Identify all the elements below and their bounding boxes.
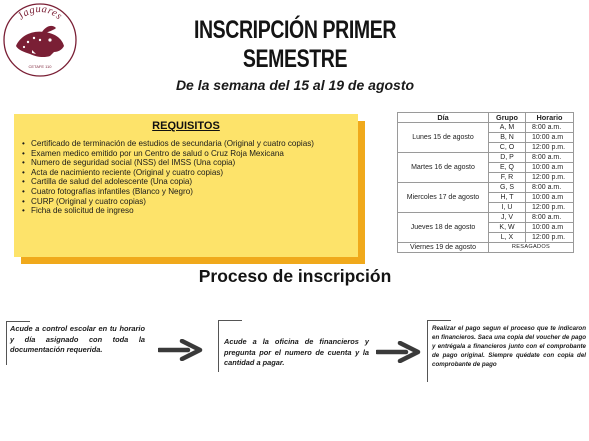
logo-caption: CETAFE 110 (28, 64, 52, 69)
day-cell: Lunes 15 de agosto (398, 123, 489, 153)
requisito-item: • Numero de seguridad social (NSS) del IMSS (Una copia) (22, 158, 350, 168)
group-cell: G, S (489, 183, 526, 193)
schedule-header-row (398, 113, 574, 123)
logo-wordmark: Jaguares (15, 3, 65, 23)
requisito-item: • Ficha de solicitud de ingreso (22, 206, 350, 216)
group-cell: L, X (489, 233, 526, 243)
table-row (398, 213, 574, 223)
requisito-item: • Acta de nacimiento reciente (Original y cuatro copias) (22, 168, 350, 178)
time-cell: 10:00 a.m (526, 193, 574, 203)
day-cell: Viernes 19 de agosto (398, 243, 489, 253)
requisito-item: • Cartilla de salud del adolescente (Una copia) (22, 177, 350, 187)
day-cell: Miercoles 17 de agosto (398, 183, 489, 213)
requisitos-title: REQUISITOS (152, 120, 220, 132)
time-cell: 8:00 a.m. (526, 213, 574, 223)
group-cell: E, Q (489, 163, 526, 173)
step-3-text: Realizar el pago segun el proceso que te indicaron en financieros. Saca una copia del voucher de pago y entrégala a financieros junto con el comprobante de pago original. Siempre quédate con copia del comprobante de pago (432, 325, 586, 368)
resagados-cell: RESAGADOS (489, 243, 574, 253)
table-row (398, 123, 574, 133)
arrow-right-icon (158, 339, 204, 361)
schedule-table (397, 112, 574, 253)
group-cell: K, W (489, 223, 526, 233)
group-cell: H, T (489, 193, 526, 203)
group-cell: C, O (489, 143, 526, 153)
time-cell: 12:00 p.m. (526, 143, 574, 153)
time-cell: 10:00 a.m (526, 223, 574, 233)
group-cell: B, N (489, 133, 526, 143)
group-cell: A, M (489, 123, 526, 133)
table-row (398, 243, 574, 253)
arrow-right-icon (376, 341, 422, 363)
requisitos-panel (14, 114, 358, 257)
requisito-item: • Examen medico emitido por un Centro de salud o Cruz Roja Mexicana (22, 149, 350, 159)
page-subtitle: De la semana del 15 al 19 de agosto (175, 77, 415, 93)
time-cell: 12:00 p.m. (526, 173, 574, 183)
header-horario: Horario (526, 113, 574, 123)
header-dia: Día (398, 113, 489, 123)
header-grupo: Grupo (489, 113, 526, 123)
group-cell: J, V (489, 213, 526, 223)
time-cell: 8:00 a.m. (526, 183, 574, 193)
requisito-item: • CURP (Original y cuatro copias) (22, 197, 350, 207)
requisitos-list (22, 139, 350, 216)
jaguares-logo (2, 2, 78, 78)
proceso-title: Proceso de inscripción (198, 266, 392, 286)
table-row (398, 183, 574, 193)
group-cell: I, U (489, 203, 526, 213)
time-cell: 10:00 a.m (526, 163, 574, 173)
time-cell: 8:00 a.m. (526, 123, 574, 133)
requisito-item: • Cuatro fotografías infantiles (Blanco y Negro) (22, 187, 350, 197)
step-1-text: Acude a control escolar en tu horario y día asignado con toda la documentación requerida. (10, 324, 145, 354)
day-cell: Martes 16 de agosto (398, 153, 489, 183)
time-cell: 10:00 a.m (526, 133, 574, 143)
group-cell: F, R (489, 173, 526, 183)
group-cell: D, P (489, 153, 526, 163)
requisito-item: • Certificado de terminación de estudios de secundaria (Original y cuatro copias) (22, 139, 350, 149)
day-cell: Jueves 18 de agosto (398, 213, 489, 243)
time-cell: 12:00 p.m. (526, 203, 574, 213)
step-2-text: Acude a la oficina de financieros y pregunta por el numero de cuenta y la cantidad a pagar. (224, 337, 369, 367)
time-cell: 8:00 a.m. (526, 153, 574, 163)
page-title: INSCRIPCIÓN PRIMER SEMESTRE (193, 16, 397, 73)
table-row (398, 153, 574, 163)
time-cell: 12:00 p.m. (526, 233, 574, 243)
